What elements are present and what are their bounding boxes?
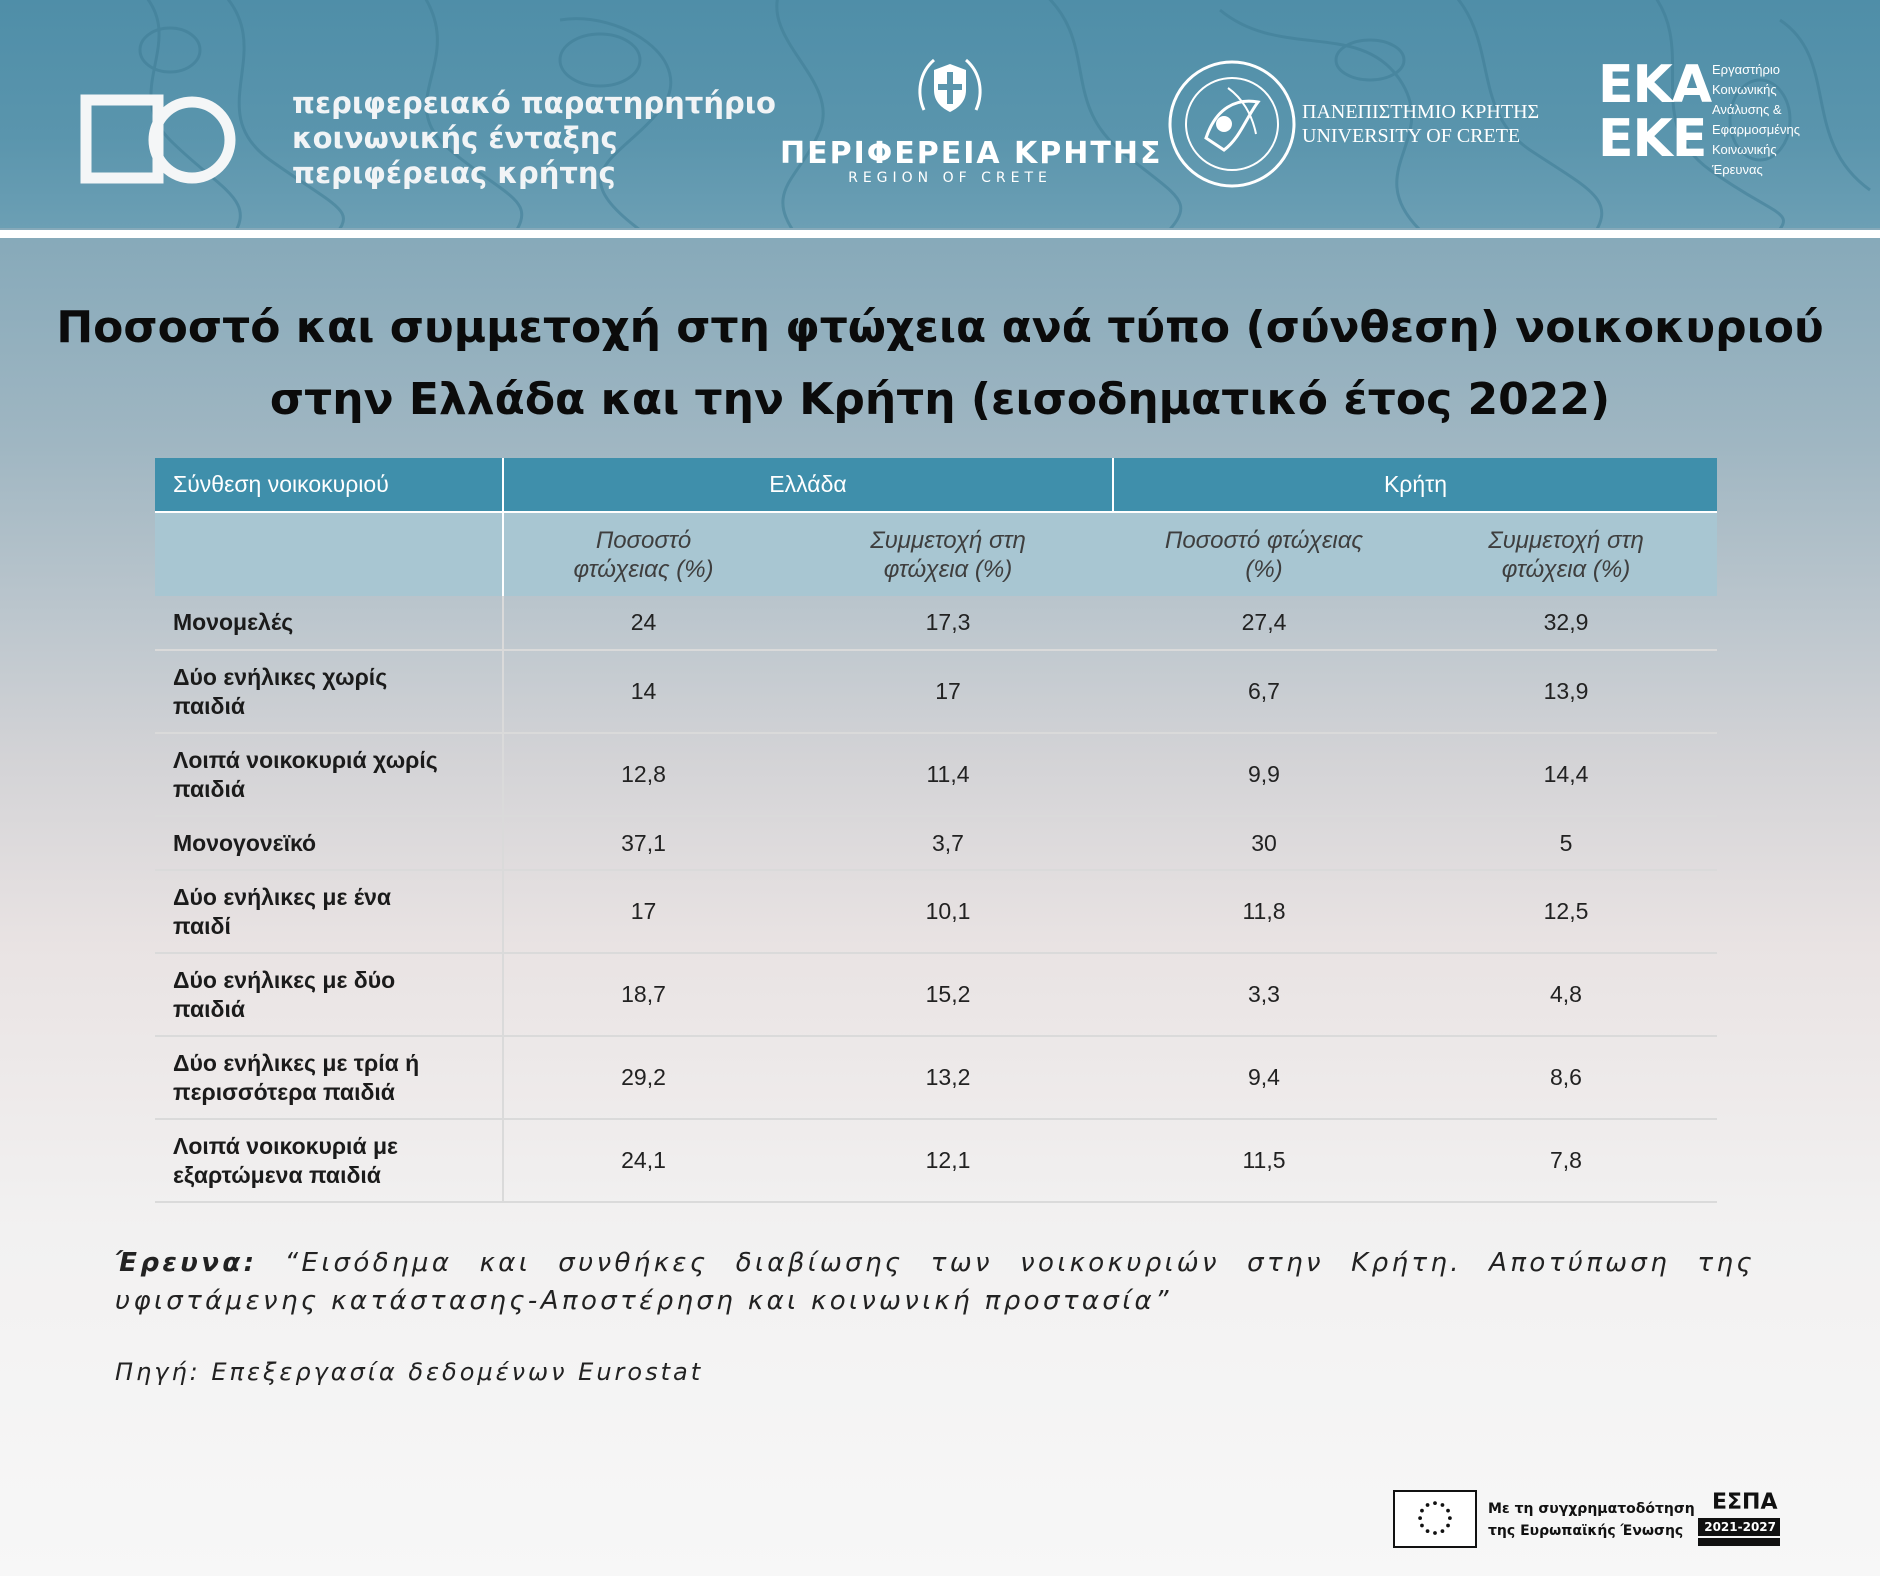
- header-banner: [0, 0, 1880, 228]
- row-label-line: Λοιπά νοικοκυριά χωρίς: [173, 746, 438, 773]
- lab-desc-line: Κοινωνικής: [1712, 82, 1777, 97]
- row-label: [155, 733, 503, 816]
- observatory-name: [292, 86, 776, 191]
- group-header-crete: Κρήτη: [1113, 458, 1717, 512]
- university-name-english: UNIVERSITY OF CRETE: [1302, 125, 1521, 147]
- espa-logo-name: ΕΣΠΑ: [1712, 1490, 1778, 1515]
- page-title: [40, 292, 1840, 436]
- sub-header-crete-share: [1415, 512, 1717, 596]
- table-cell: 29,2: [503, 1036, 783, 1119]
- table-cell: 9,9: [1113, 733, 1415, 816]
- sub-header-greece-rate: [503, 512, 783, 596]
- sub-header-line: Συμμετοχή στη: [870, 526, 1026, 554]
- table-cell: 11,8: [1113, 870, 1415, 953]
- row-label: [155, 870, 503, 953]
- table-row: [155, 650, 1717, 733]
- table-cell: 17: [503, 870, 783, 953]
- row-label-line: Μονογονεϊκό: [173, 829, 317, 856]
- table-cell: 9,4: [1113, 1036, 1415, 1119]
- table-cell: 12,5: [1415, 870, 1717, 953]
- sub-header-greece-share: [783, 512, 1113, 596]
- table-cell: 3,3: [1113, 953, 1415, 1036]
- sub-header-line: φτώχεια (%): [1501, 555, 1631, 583]
- table-cell: 18,7: [503, 953, 783, 1036]
- table-cell: 17: [783, 650, 1113, 733]
- eu-cofunding-line-1: Με τη συγχρηματοδότηση: [1488, 1501, 1695, 1517]
- sub-header-line: Ποσοστό: [595, 526, 692, 554]
- table-row: [155, 953, 1717, 1036]
- table-cell: 32,9: [1415, 596, 1717, 650]
- sub-header-line: (%): [1245, 555, 1283, 583]
- row-label-line: Δύο ενήλικες με ένα: [173, 883, 392, 910]
- lab-desc-line: Εργαστήριο: [1712, 62, 1780, 77]
- lab-abbreviation: [1598, 55, 1712, 169]
- table-cell: 6,7: [1113, 650, 1415, 733]
- research-title: “Εισόδημα και συνθήκες διαβίωσης των νοικοκυριών στην Κρήτη. Αποτύπωση της υφιστάμενης κατάστασης-Αποστέρηση και κοινωνική προστασία”: [115, 1248, 1755, 1316]
- table-cell: 14,4: [1415, 733, 1717, 816]
- lab-desc-line: Ανάλυσης &: [1712, 102, 1782, 117]
- row-label: [155, 650, 503, 733]
- table-cell: 13,2: [783, 1036, 1113, 1119]
- row-label: [155, 1119, 503, 1202]
- table-group-header-row: [155, 458, 1717, 512]
- row-label-line: παιδιά: [173, 775, 245, 802]
- lab-abbr-line-1: ΕΚΑ: [1598, 55, 1712, 115]
- row-label-line: Δύο ενήλικες χωρίς: [173, 663, 388, 690]
- row-label-line: περισσότερα παιδιά: [173, 1078, 395, 1105]
- table-cell: 14: [503, 650, 783, 733]
- eu-flag-icon: [1393, 1490, 1477, 1548]
- university-seal-icon: [1166, 58, 1298, 190]
- table-cell: 8,6: [1415, 1036, 1717, 1119]
- table-row: [155, 733, 1717, 816]
- row-label-line: παιδιά: [173, 692, 245, 719]
- sub-header-line: Ποσοστό φτώχειας: [1164, 526, 1364, 554]
- table-cell: 5: [1415, 816, 1717, 870]
- table-cell: 37,1: [503, 816, 783, 870]
- table-cell: 3,7: [783, 816, 1113, 870]
- table-cell: 12,8: [503, 733, 783, 816]
- university-name-greek: ΠΑΝΕΠΙΣΤΗΜΙΟ ΚΡΗΤΗΣ: [1302, 101, 1540, 123]
- row-label: [155, 1036, 503, 1119]
- header-divider: [0, 230, 1880, 238]
- group-header-greece: Ελλάδα: [503, 458, 1113, 512]
- lab-abbr-line-2: ΕΚΕ: [1598, 109, 1707, 169]
- greek-coat-of-arms-icon: [914, 52, 986, 124]
- table-cell: 17,3: [783, 596, 1113, 650]
- poverty-table: [155, 458, 1717, 1203]
- table-cell: 24: [503, 596, 783, 650]
- source-note: Πηγή: Επεξεργασία δεδομένων Eurostat: [115, 1358, 704, 1386]
- table-cell: 11,4: [783, 733, 1113, 816]
- sub-header-line: φτώχεια (%): [883, 555, 1013, 583]
- row-label-line: Δύο ενήλικες με τρία ή: [173, 1049, 420, 1076]
- sub-header-line: Συμμετοχή στη: [1488, 526, 1644, 554]
- espa-logo-years: 2021-2027: [1698, 1518, 1780, 1536]
- table-cell: 11,5: [1113, 1119, 1415, 1202]
- row-label-line: Δύο ενήλικες με δύο: [173, 966, 396, 993]
- table-cell: 4,8: [1415, 953, 1717, 1036]
- table-sub-header-row: [155, 512, 1717, 596]
- lab-description: [1712, 60, 1800, 180]
- table-cell: 13,9: [1415, 650, 1717, 733]
- row-label-line: παιδιά: [173, 995, 245, 1022]
- row-label: [155, 816, 503, 870]
- region-title: ΠΕΡΙΦΕΡΕΙΑ ΚΡΗΤΗΣ: [780, 136, 1163, 171]
- table-row: [155, 596, 1717, 650]
- row-label-line: εξαρτώμενα παιδιά: [173, 1161, 381, 1188]
- eu-cofunding-text: [1488, 1498, 1695, 1542]
- lab-desc-line: Κοινωνικής: [1712, 142, 1777, 157]
- eu-cofunding-line-2: της Ευρωπαϊκής Ένωσης: [1488, 1523, 1684, 1539]
- table-cell: 30: [1113, 816, 1415, 870]
- row-label: [155, 596, 503, 650]
- espa-logo-bar: [1698, 1538, 1780, 1546]
- table-cell: 10,1: [783, 870, 1113, 953]
- observatory-line-1: περιφερειακό παρατηρητήριο: [292, 86, 776, 120]
- observatory-line-2: κοινωνικής ένταξης: [292, 121, 618, 155]
- row-label-line: παιδί: [173, 912, 231, 939]
- research-label: Έρευνα:: [115, 1248, 258, 1278]
- observatory-line-3: περιφέρειας κρήτης: [292, 156, 616, 190]
- table-cell: 7,8: [1415, 1119, 1717, 1202]
- lab-desc-line: Έρευνας: [1712, 162, 1763, 177]
- research-note: [115, 1244, 1755, 1320]
- table-cell: 27,4: [1113, 596, 1415, 650]
- region-subtitle: REGION OF CRETE: [848, 170, 1052, 186]
- row-label-line: Μονομελές: [173, 609, 294, 635]
- university-name: [1302, 100, 1539, 148]
- table-row: [155, 1119, 1717, 1202]
- lab-desc-line: Εφαρμοσμένης: [1712, 122, 1801, 137]
- table-cell: 15,2: [783, 953, 1113, 1036]
- table-row: [155, 1036, 1717, 1119]
- sub-header-crete-rate: [1113, 512, 1415, 596]
- row-label-line: Λοιπά νοικοκυριά με: [173, 1132, 398, 1159]
- page-title-line-2: στην Ελλάδα και την Κρήτη (εισοδηματικό έτος 2022): [269, 374, 1611, 425]
- corner-header: Σύνθεση νοικοκυριού: [155, 458, 503, 512]
- empty-sub-header: [155, 512, 503, 596]
- table-cell: 24,1: [503, 1119, 783, 1202]
- page-title-line-1: Ποσοστό και συμμετοχή στη φτώχεια ανά τύπο (σύνθεση) νοικοκυριού: [56, 302, 1824, 353]
- table-cell: 12,1: [783, 1119, 1113, 1202]
- sub-header-line: φτώχειας (%): [573, 555, 714, 583]
- observatory-logo: [80, 92, 242, 188]
- row-label: [155, 953, 503, 1036]
- table-row: [155, 816, 1717, 870]
- table-row: [155, 870, 1717, 953]
